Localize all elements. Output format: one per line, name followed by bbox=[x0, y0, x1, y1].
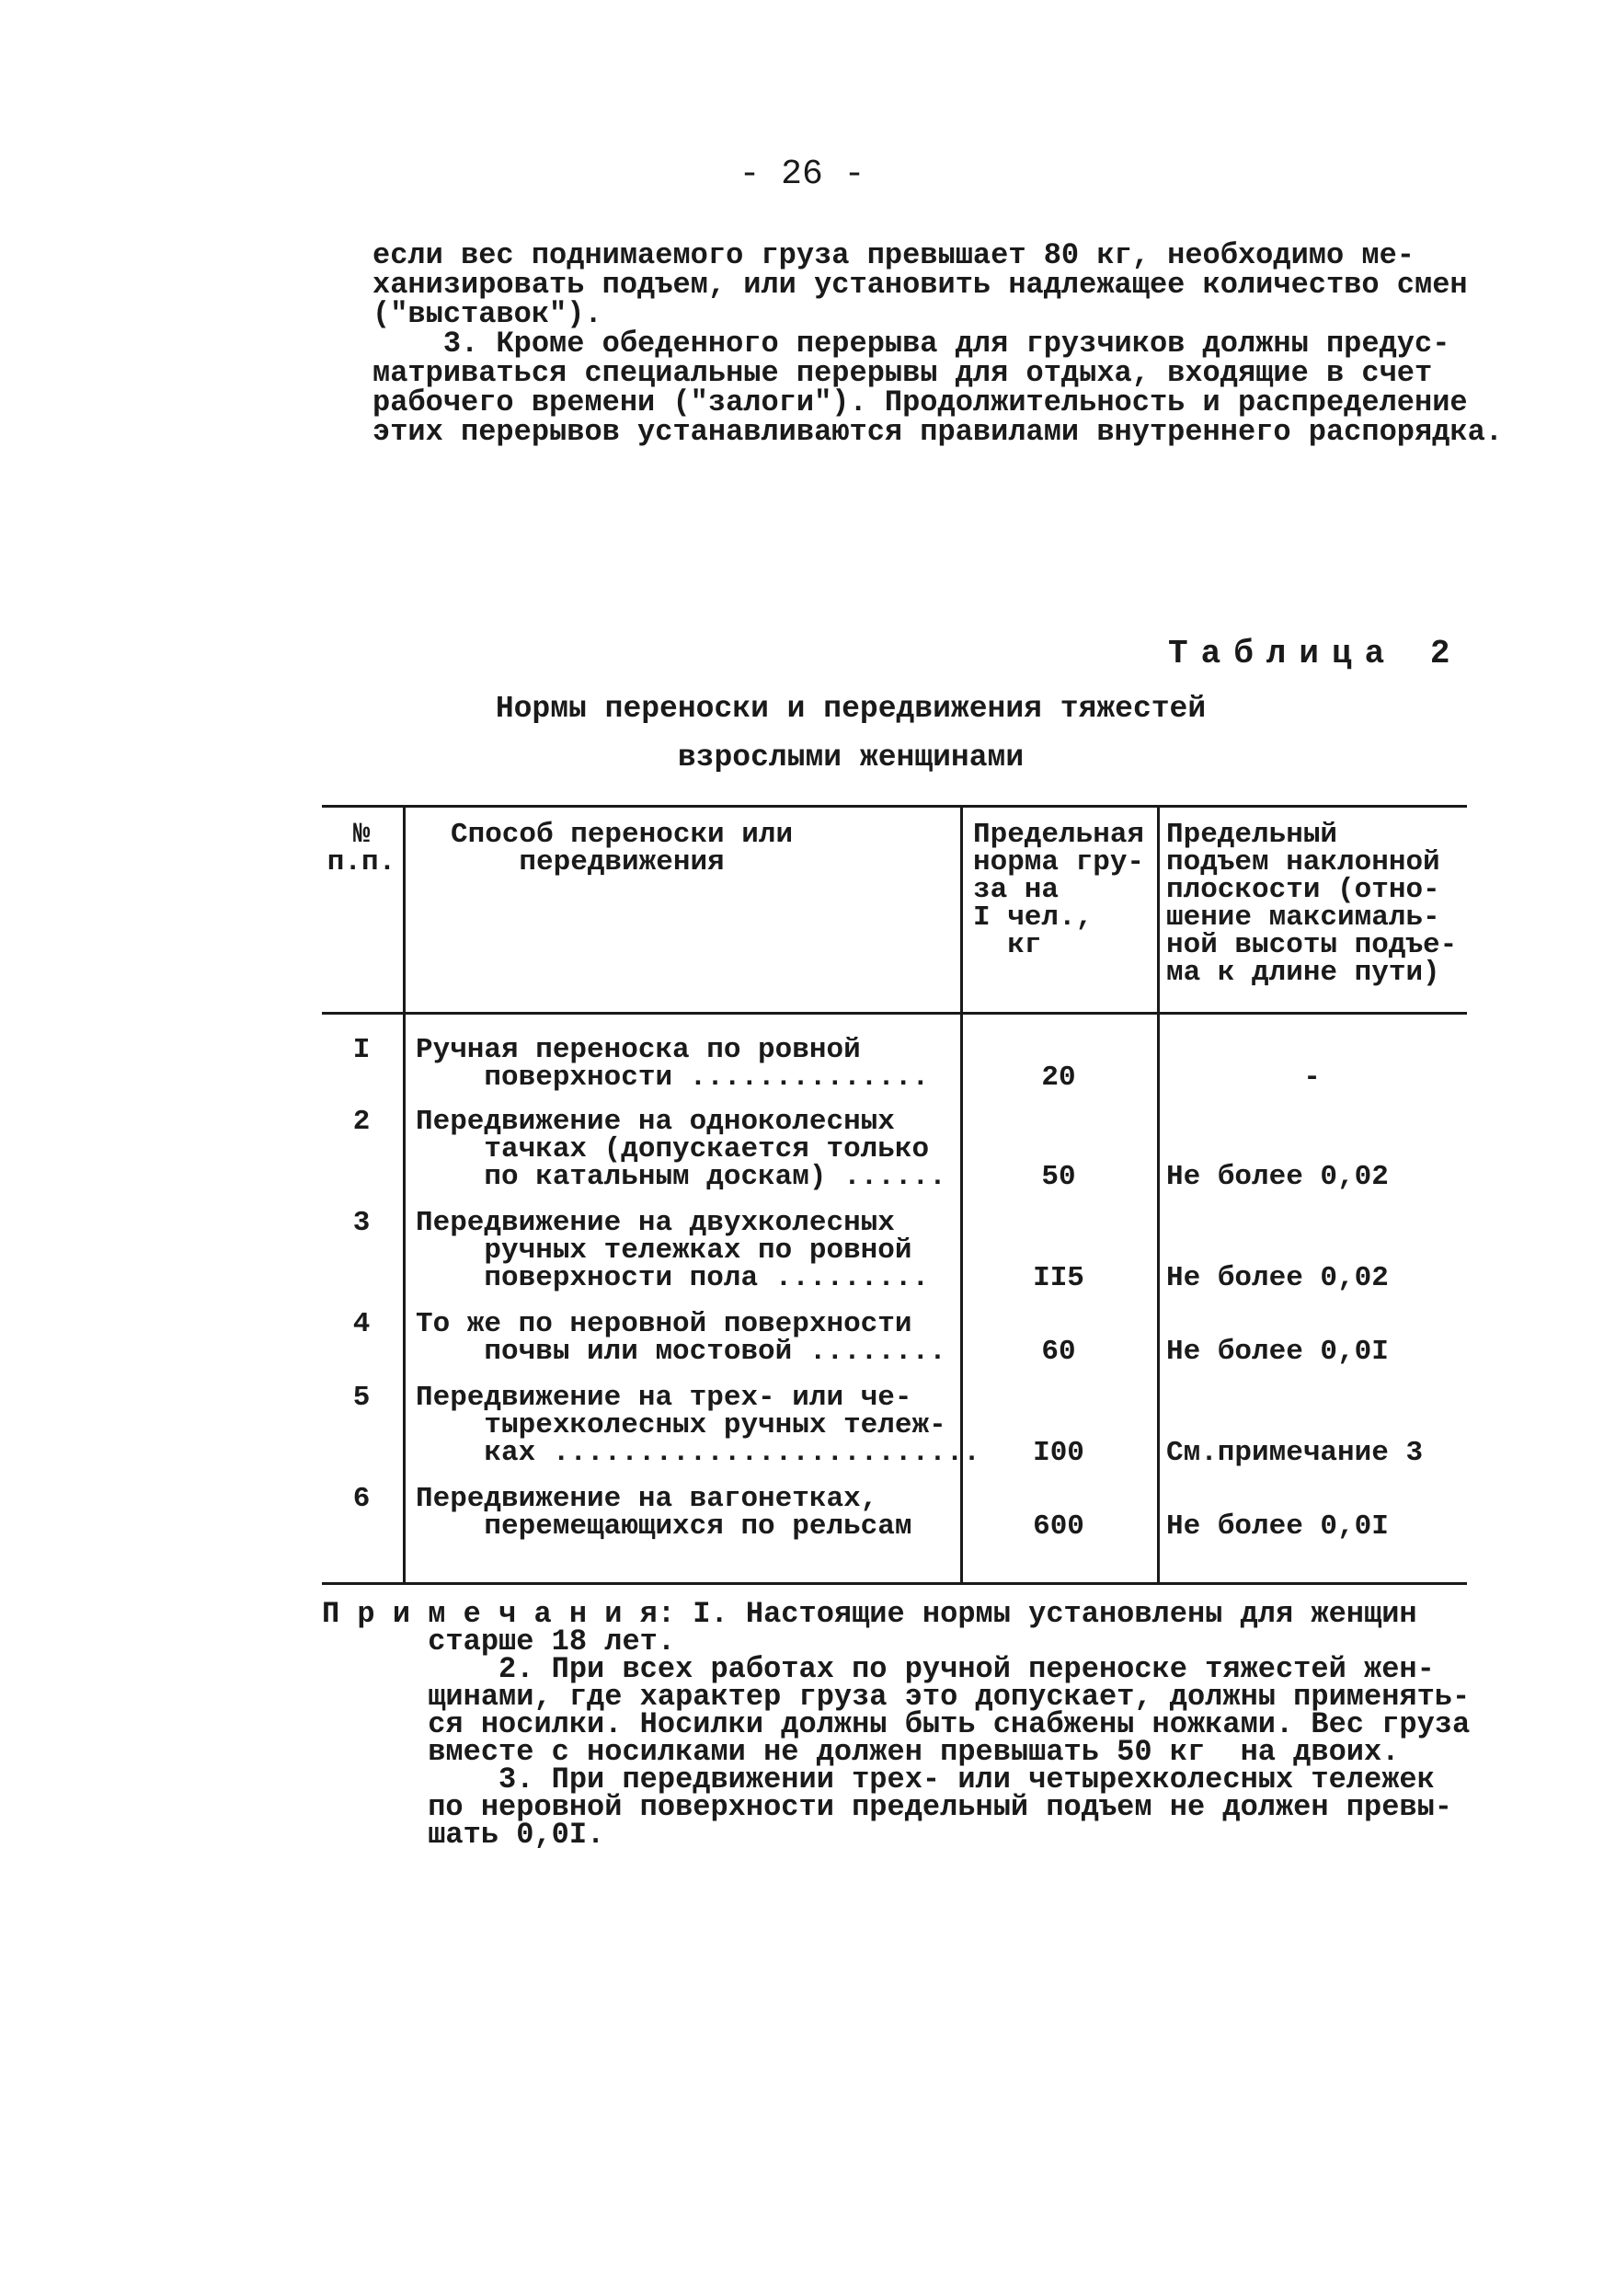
paragraph-2: 3. Кроме обеденного перерыва для грузчиков должны предус- матриваться специальные перерывы для отдыха, входящие в счет рабочего времени ("залоги"). Продолжительность и распределение этих перерывов устанавливаются правилами внутреннего распорядка. bbox=[372, 327, 1503, 449]
row-6-slope: Не более 0,0I bbox=[1166, 1510, 1389, 1543]
row-2-norm: 50 bbox=[1041, 1161, 1076, 1193]
notes: П р и м е ч а н и я: I. Настоящие нормы установлены для женщин старше 18 лет. 2. При всех работах по ручной переноске тяжестей жен- щинами, где характер груза это допускает, должны применять- ся носилки. Носилки должны быть снабжены ножками. Вес груза вместе с носилками не должен превышать 50 кг на двоих. 3. При передвижении трех- или четырехколесных тележек по неровной поверхности предельный подъем не должен превы- шать 0,0I. bbox=[322, 1597, 1471, 1852]
row-2-num: 2 bbox=[352, 1106, 371, 1138]
header-num: № п.п. bbox=[327, 819, 396, 878]
row-5-norm: I00 bbox=[1033, 1437, 1084, 1469]
row-1-method: Ручная переноска по ровной поверхности .............. bbox=[416, 1034, 930, 1094]
row-5-num: 5 bbox=[352, 1382, 371, 1414]
row-4-num: 4 bbox=[352, 1308, 371, 1340]
header-norm: Предельная норма гру- за на I чел., кг bbox=[973, 819, 1145, 961]
header-method: Способ переноски или передвижения bbox=[451, 819, 794, 878]
paragraph-1: если вес поднимаемого груза превышает 80 кг, необходимо ме- ханизировать подъем, или установить надлежащее количество смен ("выставок"). bbox=[372, 238, 1468, 331]
table-top-rule bbox=[322, 805, 1467, 808]
table-title-line1: Нормы переноски и передвижения тяжестей bbox=[495, 692, 1207, 726]
row-2-method: Передвижение на одноколесных тачках (допускается только по катальным доскам) ...... bbox=[416, 1106, 946, 1193]
row-4-norm: 60 bbox=[1041, 1336, 1076, 1368]
row-1-num: I bbox=[352, 1034, 371, 1066]
table-bottom-rule bbox=[322, 1582, 1467, 1585]
page-number: - 26 - bbox=[739, 155, 865, 194]
row-6-norm: 600 bbox=[1033, 1510, 1084, 1543]
row-6-method: Передвижение на вагонетках, перемещающихся по рельсам bbox=[416, 1483, 912, 1543]
row-1-slope: - bbox=[1303, 1062, 1321, 1094]
row-4-method: То же по неровной поверхности почвы или мостовой ........ bbox=[416, 1308, 946, 1368]
row-3-method: Передвижение на двухколесных ручных тележках по ровной поверхности пола ......... bbox=[416, 1207, 930, 1294]
row-5-method: Передвижение на трех- или че- тырехколесных ручных тележ- ках ......................... bbox=[416, 1382, 980, 1469]
table-col-divider bbox=[403, 805, 406, 1585]
row-4-slope: Не более 0,0I bbox=[1166, 1336, 1389, 1368]
row-3-slope: Не более 0,02 bbox=[1166, 1262, 1389, 1294]
header-slope: Предельный подъем наклонной плоскости (отно- шение максималь- ной высоты подъе- ма к длине пути) bbox=[1166, 819, 1458, 989]
row-3-num: 3 bbox=[352, 1207, 371, 1239]
row-6-num: 6 bbox=[352, 1483, 371, 1515]
norms-table bbox=[322, 805, 1467, 1585]
row-5-slope: См.примечание 3 bbox=[1166, 1437, 1424, 1469]
table-col-divider bbox=[1157, 805, 1160, 1585]
table-header-rule bbox=[322, 1012, 1467, 1015]
table-title-line2: взрослыми женщинами bbox=[677, 740, 1025, 775]
table-label: Таблица 2 bbox=[1168, 635, 1463, 672]
row-3-norm: II5 bbox=[1033, 1262, 1084, 1294]
row-1-norm: 20 bbox=[1041, 1062, 1076, 1094]
row-2-slope: Не более 0,02 bbox=[1166, 1161, 1389, 1193]
